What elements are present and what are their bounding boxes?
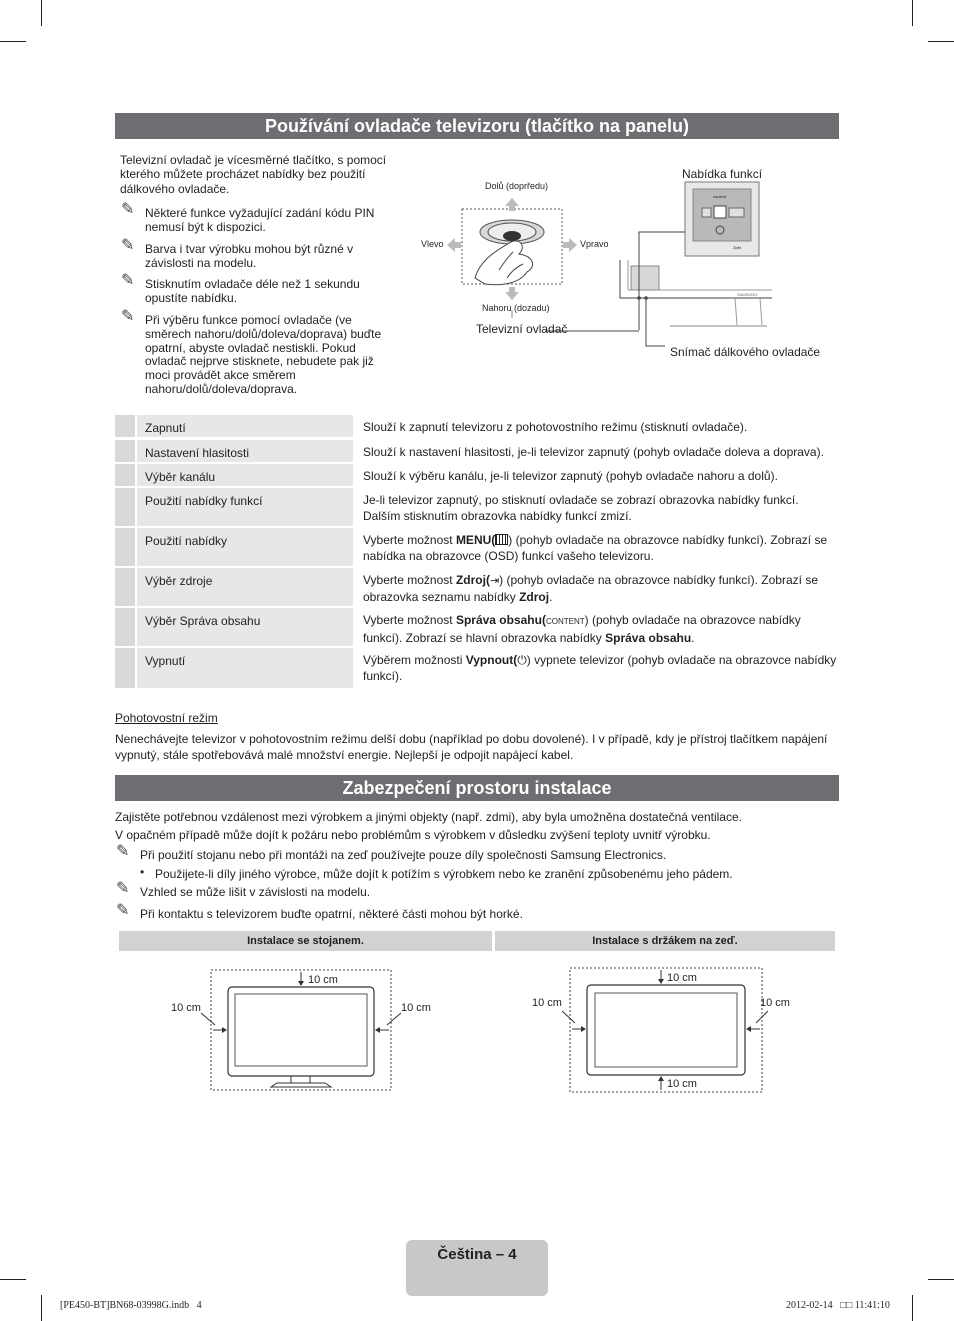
table-row-marker	[115, 648, 135, 688]
crop-mark	[928, 41, 954, 42]
stand-install-diagram	[165, 965, 430, 1095]
menu-icon	[495, 534, 508, 545]
label-controller: Televizní ovladač	[476, 322, 568, 336]
desc-bold: MENU	[455, 533, 492, 547]
paren-open: (	[491, 533, 496, 547]
standby-text: Nenechávejte televizor v pohotovostním režimu delší dobu (například po dobu dovolené). I v případě, kdy je přístroj tlačítkem napájení vypnutý, stále spotřebovává malé množství energie. Nejlepší je odpojit napájecí kabel.	[115, 732, 828, 762]
note-icon: ✎	[116, 880, 130, 897]
table-row-marker	[115, 488, 135, 526]
desc-bold: Správa obsahu	[605, 631, 692, 645]
desc-text: ) (pohyb ovladače na obrazovce nabídky funkcí). Zobrazí se hlavní obrazovka nabídky	[363, 613, 801, 645]
crop-mark	[41, 0, 42, 26]
paren-open: (	[541, 613, 546, 627]
label-menu: Nabídka funkcí	[682, 167, 763, 181]
function-name: Výběr Správa obsahu	[137, 608, 353, 646]
dim-left: 10 cm	[532, 997, 562, 1009]
section-title: Zabezpečení prostoru instalace	[115, 775, 839, 801]
function-name: Použití nabídky	[137, 528, 353, 566]
crop-mark	[928, 1279, 954, 1280]
power-icon: ⏻	[517, 653, 527, 667]
table-row-marker	[115, 568, 135, 606]
table-row-marker	[115, 464, 135, 486]
note-text: Při kontaktu s televizorem buďte opatrní, některé části mohou být horké.	[140, 907, 523, 921]
note-text: Vzhled se může lišit v závislosti na modelu.	[140, 885, 371, 899]
function-name: Výběr zdroje	[137, 568, 353, 606]
function-desc	[355, 528, 839, 566]
desc-text: Vyberte možnost	[363, 573, 456, 587]
desc-text: .	[691, 631, 695, 645]
function-desc: Slouží k nastavení hlasitosti, je-li televizor zapnutý (pohyb ovladače doleva a doprava).	[355, 440, 839, 462]
label-left: Vlevo	[421, 239, 444, 249]
function-desc: Slouží k výběru kanálu, je-li televizor zapnutý (pohyb ovladače nahoru a dolů).	[355, 464, 839, 486]
note-text: Barva i tvar výrobku mohou být různé v závislosti na modelu.	[145, 242, 354, 270]
label-down: Nahoru (dozadu)	[482, 303, 550, 313]
section-title: Používání ovladače televizoru (tlačítko na panelu)	[115, 113, 839, 139]
dim-bottom: 10 cm	[667, 1078, 697, 1090]
desc-text: Vyberte možnost	[363, 533, 456, 547]
desc-text: ) (pohyb ovladače na obrazovce nabídky funkcí). Zobrazí se obrazovka seznamu nabídky	[363, 573, 818, 604]
desc-bold: Vypnout	[465, 653, 514, 667]
table-row-marker	[115, 528, 135, 566]
bullet-text: Použijete-li díly jiného výrobce, může dojít k potížím s výrobkem nebo ke zranění způsobenému jeho pádem.	[155, 867, 733, 881]
function-desc	[355, 648, 839, 688]
note-icon: ✎	[121, 201, 135, 218]
table-row-marker	[115, 608, 135, 646]
menu-content-text: content	[713, 194, 727, 199]
stand-install-header: Instalace se stojanem.	[119, 931, 492, 951]
dim-left: 10 cm	[171, 1002, 201, 1014]
dim-right: 10 cm	[401, 1002, 431, 1014]
note-icon: ✎	[116, 902, 130, 919]
content-icon: CONTENT	[545, 617, 585, 626]
function-name: Vypnutí	[137, 648, 353, 688]
note-icon: ✎	[121, 237, 135, 254]
desc-text: .	[549, 590, 553, 604]
footer-date: 2012-02-14 □□ 11:41:10	[786, 1300, 890, 1311]
note-text: Stisknutím ovladače déle než 1 sekundu opustíte nabídku.	[145, 277, 360, 305]
page-number: Čeština – 4	[437, 1246, 517, 1263]
paren-open: (	[513, 653, 518, 667]
desc-text: ) (pohyb ovladače na obrazovce nabídky funkcí). Zobrazí se nabídka na obrazovce (OSD) funkcí vašeho televizoru.	[363, 533, 828, 563]
footer-file: [PE450-BT]BN68-03998G.indb 4	[60, 1300, 202, 1311]
dim-right: 10 cm	[760, 997, 790, 1009]
wall-install-header: Instalace s držákem na zeď.	[495, 931, 835, 951]
crop-mark	[912, 0, 913, 26]
source-icon: ⇥	[489, 575, 500, 587]
function-desc	[355, 608, 839, 646]
function-desc	[355, 568, 839, 606]
dim-top: 10 cm	[308, 974, 338, 986]
note-text: Při výběru funkce pomocí ovladače (ve směrech nahoru/dolů/doleva/doprava) buďte opatrní, abyste ovladač nestiskli. Pokud ovladač nejprve stisknete, nebudete pak již moci provádět akce směrem nahoru/dolů/doleva/doprava.	[145, 313, 382, 396]
section2-intro: Zajistěte potřebnou vzdálenost mezi výrobkem a jinými objekty (např. zdmi), aby byla umožněna dostatečná ventilace. V opačném případě může dojít k požáru nebo problémům s výrobkem v důsledku zvýšení teploty uvnitř výrobku.	[115, 810, 742, 842]
desc-bold: Zdroj	[519, 590, 550, 604]
standby-title: Pohotovostní režim	[115, 711, 218, 725]
brand-text: SAMSUNG	[737, 292, 758, 297]
desc-bold: Správa obsahu	[455, 613, 542, 627]
table-row-marker	[115, 415, 135, 437]
crop-mark	[912, 1295, 913, 1321]
function-name: Použití nabídky funkcí	[137, 488, 353, 526]
note-icon: ✎	[121, 308, 135, 325]
crop-mark	[0, 41, 26, 42]
label-up: Dolů (doprředu)	[485, 181, 549, 191]
function-name: Zapnutí	[137, 415, 353, 437]
intro-text: Televizní ovladač je vícesměrné tlačítko, s pomocí kterého můžete procházet nabídky bez použití dálkového ovladače.	[120, 153, 387, 196]
desc-text: ) vypnete televizor (pohyb ovladače na obrazovce nabídky funkcí).	[363, 653, 837, 683]
crop-mark	[41, 1295, 42, 1321]
function-name: Nastavení hlasitosti	[137, 440, 353, 462]
function-name: Výběr kanálu	[137, 464, 353, 486]
desc-text: Vyberte možnost	[363, 613, 456, 627]
crop-mark	[0, 1279, 26, 1280]
desc-text: Výběrem možnosti	[363, 653, 466, 667]
function-desc: Slouží k zapnutí televizoru z pohotovostního režimu (stisknutí ovladače).	[355, 415, 839, 437]
menu-back-text: Zpět	[733, 245, 742, 250]
paren-open: (	[485, 573, 490, 587]
desc-bold: Zdroj	[455, 573, 486, 587]
label-right: Vpravo	[580, 239, 609, 249]
note-icon: ✎	[121, 272, 135, 289]
label-sensor: Snímač dálkového ovladače	[670, 345, 821, 359]
note-text: Při použití stojanu nebo při montáži na zeď používejte pouze díly společnosti Samsung Electronics.	[140, 848, 667, 862]
dim-top: 10 cm	[667, 972, 697, 984]
function-desc: Je-li televizor zapnutý, po stisknutí ovladače se zobrazí obrazovka nabídky funkcí. Dalším stisknutím obrazovka nabídky funkcí zmizí.	[355, 488, 815, 526]
note-text: Některé funkce vyžadující zadání kódu PIN nemusí být k dispozici.	[145, 206, 375, 234]
bullet-mark: •	[140, 865, 145, 879]
table-row-marker	[115, 440, 135, 462]
note-icon: ✎	[116, 843, 130, 860]
